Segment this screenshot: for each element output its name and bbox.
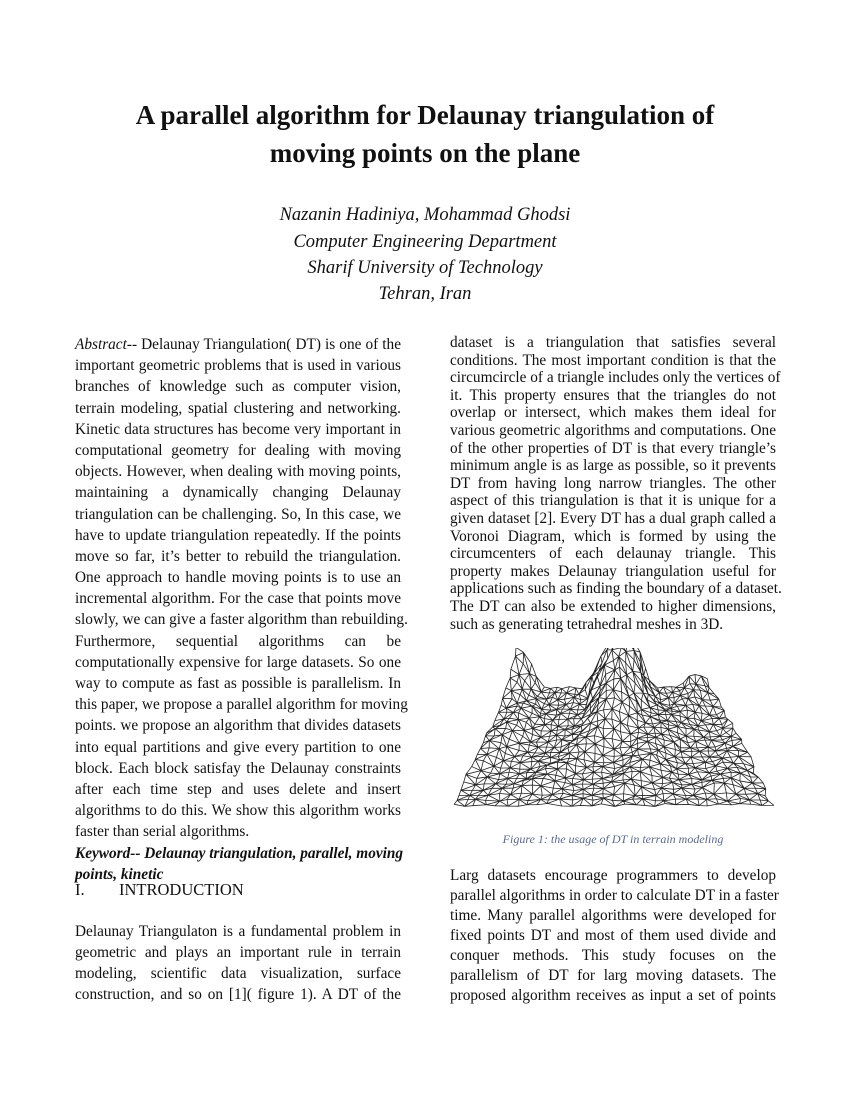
- text-line: The DT can also be extended to higher dimensions,: [450, 597, 776, 615]
- text-line: applications such as finding the boundary of a dataset.: [450, 580, 782, 598]
- text-line: Larg datasets encourage programmers to develop: [450, 867, 776, 884]
- intro-paragraph-right: [450, 334, 782, 633]
- text-line: such as generating tetrahedral meshes in 3D.: [450, 615, 724, 633]
- department: Computer Engineering Department: [293, 232, 557, 252]
- text-line: points. we propose an algorithm that divides datasets: [75, 717, 401, 735]
- text-line: parallelism of DT for larg moving datasets. The: [450, 967, 776, 984]
- text-line: various geometric algorithms and computations. One: [450, 421, 776, 439]
- authors: Nazanin Hadiniya, Mohammad Ghodsi: [279, 205, 571, 225]
- text-line: proposed algorithm receives as input a set of points: [450, 987, 776, 1004]
- text-line: objects. However, when dealing with moving points,: [75, 463, 401, 481]
- text-line: construction, and so on [1]( figure 1). A DT of the: [75, 986, 401, 1003]
- figure-caption: Figure 1: the usage of DT in terrain modeling: [502, 832, 724, 846]
- text-line: block. Each block satisfay the Delaunay constraints: [75, 759, 401, 777]
- text-line: fixed points DT and most of them used divide and: [450, 927, 776, 944]
- text-line: Furthermore, sequential algorithms can be: [75, 632, 401, 650]
- text-line: circumcenters of each delaunay triangle. This: [450, 545, 776, 563]
- text-line: Delaunay Triangulaton is a fundamental problem in: [75, 923, 401, 940]
- text-line: dataset is a triangulation that satisfies several: [450, 334, 776, 351]
- intro-paragraph-left: [75, 921, 401, 1005]
- paper-title-line-2: moving points on the plane: [269, 138, 581, 168]
- text-line: after each time step and uses delete and insert: [75, 780, 401, 798]
- text-line: it. This property ensures that the triangles do not: [450, 386, 776, 404]
- text-line: this paper, we propose a parallel algorithm for moving: [75, 696, 408, 714]
- paragraph-2: [450, 866, 779, 1006]
- text-line: circumcircle of a triangle includes only the vertices of: [450, 369, 781, 387]
- paper-title-line-1: A parallel algorithm for Delaunay triangulation of: [135, 100, 715, 130]
- text-line: of the other properties of DT is that every triangle’s: [450, 439, 776, 457]
- left-column: [75, 334, 408, 885]
- text-line: way to compute as fast as possible is parallelism. In: [75, 675, 401, 692]
- text-line: overlap or intersect, which makes them ideal for: [450, 404, 776, 422]
- mesh-edges: [454, 648, 774, 806]
- text-line: branches of knowledge such as computer vision,: [75, 378, 401, 396]
- university: Sharif University of Technology: [307, 258, 543, 278]
- text-line: Keyword-- Delaunay triangulation, parallel, moving: [75, 844, 404, 862]
- text-line: modeling, scientific data visualization, surface: [75, 965, 401, 982]
- text-line: DT from having long narrow triangles. The other: [450, 474, 776, 492]
- text-line: time. Many parallel algorithms were developed for: [450, 907, 776, 924]
- text-line: algorithms to do this. We show this algorithm works: [75, 802, 401, 820]
- section-title: INTRODUCTION: [119, 880, 244, 899]
- keywords: [75, 843, 404, 885]
- text-line: faster than serial algorithms.: [75, 823, 250, 841]
- text-line: parallel algorithms in order to calculate DT in a faster: [450, 887, 779, 904]
- text-line: aspect of this triangulation is that it is unique for a: [450, 492, 776, 510]
- text-line: minimum angle is as large as possible, so it prevents: [450, 457, 776, 475]
- text-line: triangulation can be challenging. So, In this case, we: [75, 505, 401, 523]
- location: Tehran, Iran: [378, 284, 472, 304]
- text-line: One approach to handle moving points is to use an: [75, 569, 401, 587]
- abstract-first-line: [75, 334, 401, 355]
- text-line: incremental algorithm. For the case that points move: [75, 590, 401, 608]
- section-number: I.: [75, 880, 85, 899]
- section-heading: [75, 880, 244, 900]
- text-line: move so far, it’s better to rebuild the triangulation.: [75, 547, 401, 565]
- text-line: given dataset [2]. Every DT has a dual graph called a: [450, 509, 776, 527]
- text-line: Voronoi Diagram, which is formed by using the: [450, 527, 776, 545]
- text-line: slowly, we can give a faster algorithm than rebuilding.: [75, 611, 408, 629]
- text-line: geometric and plays an important rule in terrain: [75, 944, 401, 961]
- terrain-mesh-figure: [448, 648, 778, 813]
- text-line: into equal partitions and give every partition to one: [75, 738, 401, 756]
- abstract-body: [75, 355, 408, 842]
- text-line: maintaining a dynamically changing Delaunay: [75, 484, 401, 502]
- text-line: Kinetic data structures has become very important in: [75, 420, 401, 438]
- text-line: have to update triangulation repeatedly. If the points: [75, 526, 401, 544]
- text-line: conquer methods. This study focuses on the: [450, 947, 776, 964]
- text-line: terrain modeling, spatial clustering and networking.: [75, 399, 401, 417]
- abstract-label: Abstract: [75, 336, 127, 353]
- text-line: points, kinetic: [75, 865, 164, 883]
- text-line: computationally expensive for large datasets. So one: [75, 653, 401, 671]
- text-line: property makes Delaunay triangulation useful for: [450, 562, 776, 580]
- text-line: computational geometry for dealing with moving: [75, 441, 401, 459]
- text-line: conditions. The most important condition is that the: [450, 351, 776, 369]
- text-line: important geometric problems that is used in various: [75, 357, 401, 375]
- abstract-text: -- Delaunay Triangulation( DT) is one of the: [126, 336, 401, 353]
